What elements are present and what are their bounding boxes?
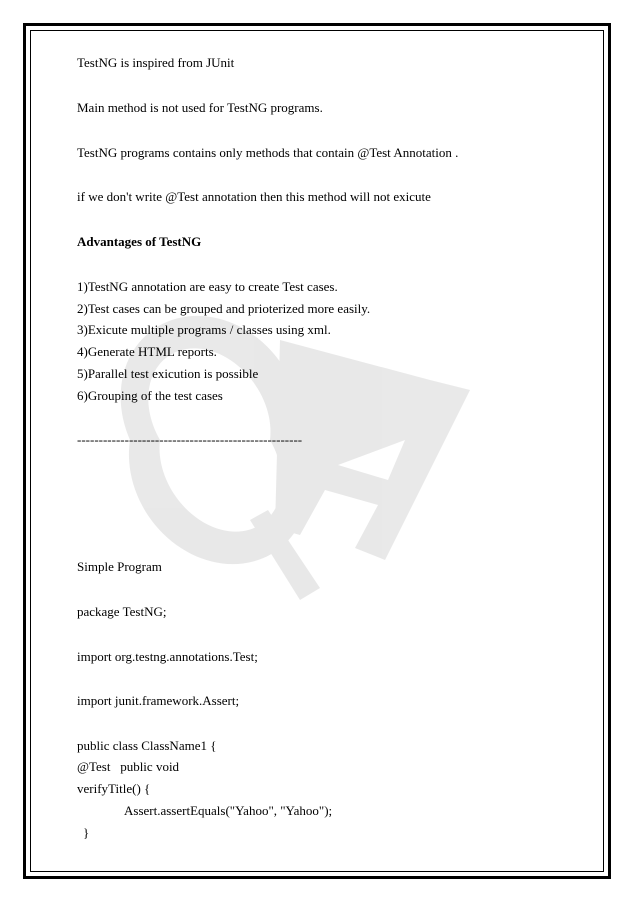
- code-method-declaration: verifyTitle() {: [77, 781, 151, 796]
- advantage-item: 6)Grouping of the test cases: [77, 388, 223, 403]
- intro-line-2: Main method is not used for TestNG programs.: [77, 100, 323, 115]
- code-class-declaration: public class ClassName1 {: [77, 738, 217, 753]
- advantage-item: 2)Test cases can be grouped and prioterized more easily.: [77, 301, 371, 316]
- code-close-brace: }: [83, 825, 90, 840]
- advantage-item: 4)Generate HTML reports.: [77, 344, 217, 359]
- code-test-annotation: @Test public void: [77, 759, 180, 774]
- advantages-heading: Advantages of TestNG: [77, 234, 202, 249]
- code-import-test: import org.testng.annotations.Test;: [77, 649, 258, 664]
- advantage-item: 5)Parallel test exicution is possible: [77, 366, 259, 381]
- intro-line-1: TestNG is inspired from JUnit: [77, 55, 235, 70]
- separator-line: ----------------------------------------------------: [77, 432, 303, 447]
- intro-line-3: TestNG programs contains only methods that contain @Test Annotation .: [77, 145, 459, 160]
- code-import-assert: import junit.framework.Assert;: [77, 693, 240, 708]
- advantage-item: 1)TestNG annotation are easy to create Test cases.: [77, 279, 338, 294]
- code-assert-statement: Assert.assertEquals("Yahoo", "Yahoo");: [124, 803, 333, 818]
- code-package: package TestNG;: [77, 604, 167, 619]
- program-heading: Simple Program: [77, 559, 162, 574]
- advantage-item: 3)Exicute multiple programs / classes using xml.: [77, 322, 331, 337]
- intro-line-4: if we don't write @Test annotation then this method will not exicute: [77, 189, 431, 204]
